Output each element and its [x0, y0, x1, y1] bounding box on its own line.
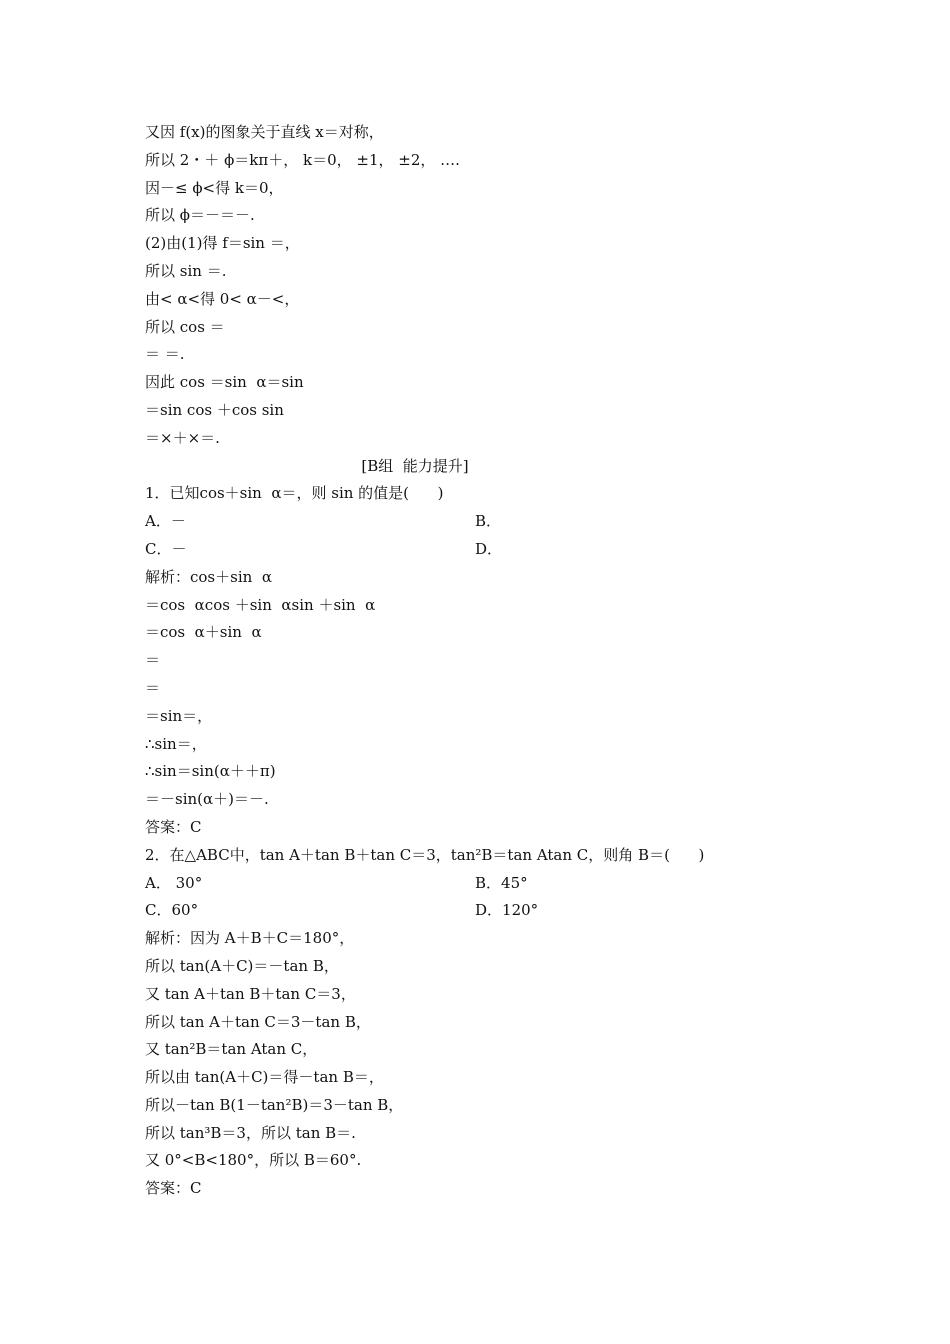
- question-2-stem: 2．在△ABC中，tan A＋tan B＋tan C＝3，tan²B＝tan Atan C，则角 B＝( ): [145, 845, 705, 864]
- question-1-options-row: [145, 536, 825, 564]
- solution-line: ＝: [145, 651, 161, 670]
- text-line: 所以 cos ＝: [145, 317, 225, 336]
- question-2-options-row: [145, 870, 825, 898]
- text-line: 由< α<得 0< α－<，: [145, 289, 300, 308]
- section-title: [B组 能力提升]: [361, 456, 469, 475]
- text-line: 因－≤ ϕ<得 k＝0，: [145, 178, 284, 197]
- text-line: 又因 f(x)的图象关于直线 x＝对称，: [145, 123, 384, 141]
- option-b: B．45°: [475, 873, 528, 892]
- option-d: D．120°: [475, 901, 539, 920]
- solution-line: ＝cos α＋sin α: [145, 623, 262, 642]
- option-a: A．－: [145, 512, 186, 531]
- solution-line: 又 tan²B＝tan Atan C，: [145, 1040, 318, 1059]
- question-1-stem: 1．已知cos＋sin α＝，则 sin 的值是( ): [145, 484, 444, 503]
- question-2-options-row: [145, 897, 825, 925]
- solution-line: 所以由 tan(A＋C)＝得－tan B＝，: [145, 1068, 384, 1087]
- text-line: ＝sin cos ＋cos sin: [145, 400, 284, 419]
- solution-line: 又 0°<B<180°，所以 B＝60°.: [145, 1151, 362, 1170]
- option-a: A． 30°: [145, 873, 203, 892]
- text-line: ＝ ＝.: [145, 345, 185, 364]
- solution-line: 所以－tan B(1－tan²B)＝3－tan B，: [145, 1095, 404, 1114]
- solution-line: 所以 tan A＋tan C＝3－tan B，: [145, 1012, 371, 1031]
- solution-line: ＝: [145, 678, 161, 697]
- solution-line: 所以 tan(A＋C)＝－tan B，: [145, 956, 339, 975]
- text-line: 所以 sin ＝.: [145, 261, 227, 280]
- text-line: 因此 cos ＝sin α＝sin: [145, 373, 304, 392]
- solution-line: ＝－sin(α＋)＝－.: [145, 790, 269, 809]
- answer-line: 答案：C: [145, 1179, 202, 1198]
- option-c: C．－: [145, 539, 187, 558]
- solution-line: ∴sin＝，: [145, 734, 207, 753]
- solution-line: ＝cos αcos ＋sin αsin ＋sin α: [145, 595, 376, 614]
- text-line: (2)由(1)得 f＝sin ＝，: [145, 234, 300, 253]
- solution-line: ∴sin＝sin(α＋＋π): [145, 762, 276, 781]
- text-line: ＝×＋×＝.: [145, 428, 220, 447]
- solution-line: 所以 tan³B＝3，所以 tan B＝.: [145, 1123, 356, 1142]
- text-line: 所以 2・＋ ϕ＝kπ＋， k＝0， ±1， ±2， ….: [145, 150, 460, 169]
- solution-line: 解析：cos＋sin α: [145, 567, 272, 586]
- question-1-options-row: [145, 508, 825, 536]
- solution-line: ＝sin＝，: [145, 706, 213, 725]
- option-b: B．: [475, 512, 502, 531]
- solution-line: 解析：因为 A＋B＋C＝180°，: [145, 929, 355, 948]
- solution-line: 又 tan A＋tan B＋tan C＝3，: [145, 984, 356, 1003]
- answer-line: 答案：C: [145, 817, 202, 836]
- option-c: C．60°: [145, 901, 199, 920]
- option-d: D．: [475, 539, 503, 558]
- document-content: [145, 119, 825, 1203]
- text-line: 所以 ϕ＝－＝－.: [145, 206, 255, 225]
